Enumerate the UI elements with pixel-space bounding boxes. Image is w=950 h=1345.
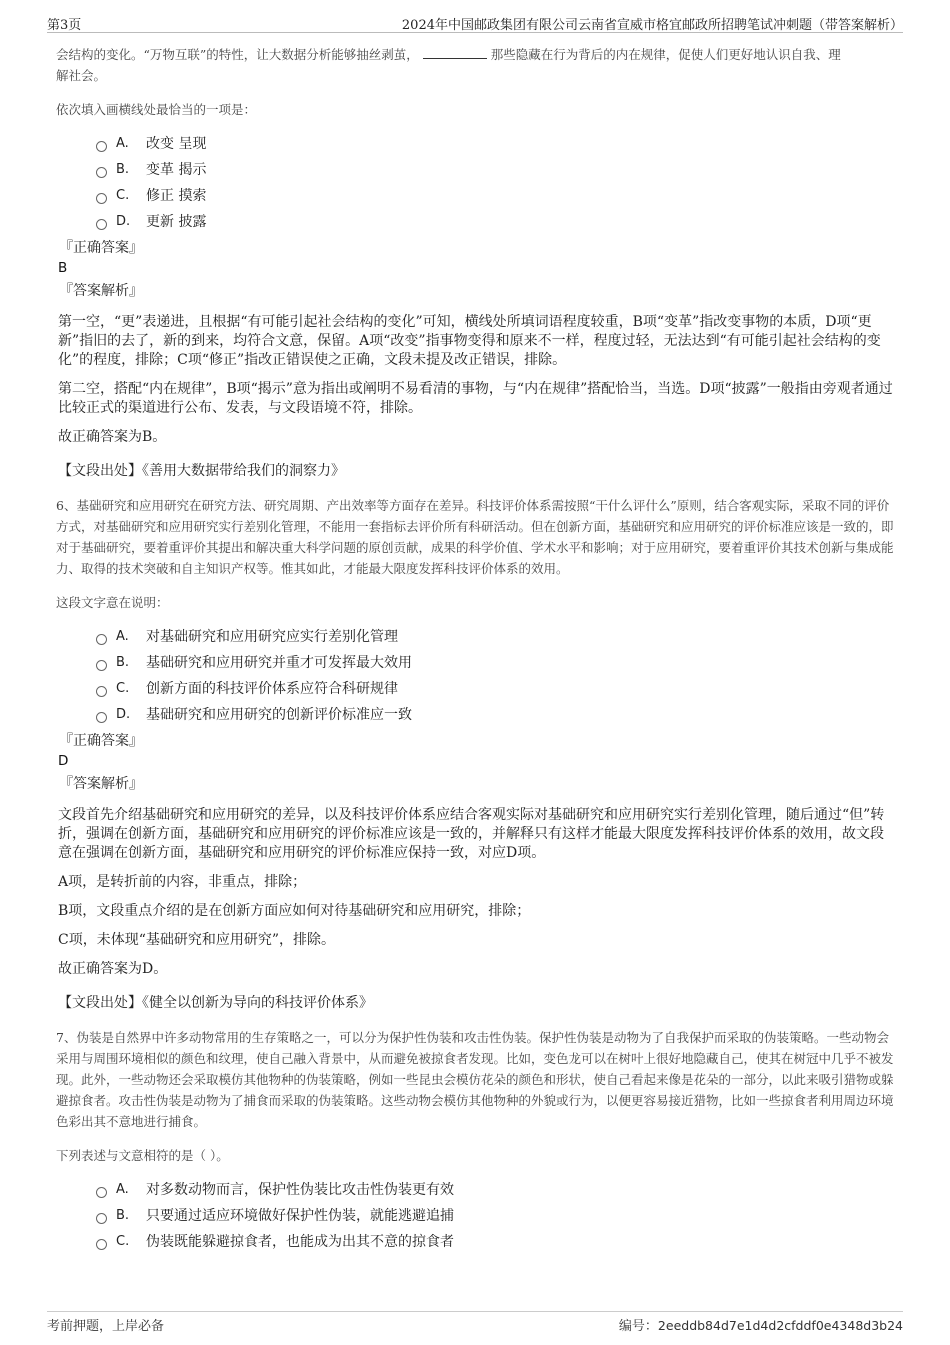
radio-icon[interactable] [96, 712, 107, 723]
option-text: 只要通过适应环境做好保护性伪装，就能逃避追捕 [146, 1208, 454, 1224]
question-5 [56, 44, 896, 481]
radio-icon[interactable] [96, 686, 107, 697]
option-letter: A. [116, 135, 129, 151]
analysis-paragraph: 第二空，搭配“内在规律”，B项“揭示”意为指出或阐明不易看清的事物，与“内在规律”搭配恰当，当选。D项“披露”一般指由旁观者通过比较正式的渠道进行公布、发表，与文段语境不符，排除。 [58, 381, 893, 416]
option-letter: A. [116, 1181, 129, 1197]
code-label: 编号： [618, 1319, 658, 1334]
footer-slogan: 考前押题，上岸必备 [47, 1319, 165, 1334]
analysis-paragraph: 文段首先介绍基础研究和应用研究的差异，以及科技评价体系应结合客观实际对基础研究和应用研究实行差别化管理，随后通过“但”转折，强调在创新方面，基础研究和应用研究的评价标准应该是一致的，并解释只有这样才能最大限度发挥科技评价体系的效用，故文段意在强调在创新方面，基础研究和应用研究的评价标准应保持一致，对应D项。 [58, 807, 885, 861]
option-d[interactable] [96, 701, 896, 727]
question-7 [56, 1027, 896, 1254]
option-b[interactable] [96, 649, 896, 675]
question-stem: 6、基础研究和应用研究在研究方法、研究周期、产出效率等方面存在差异。科技评价体系需按照“干什么评什么”原则，结合客观实际，采取不同的评价方式，对基础研究和应用研究实行差别化管理，不能用一套指标去评价所有科研活动。但在创新方面，基础研究和应用研究的评价标准应该是一致的，即对于基础研究，要着重评价其提出和解决重大科学问题的原创贡献，成果的科学价值、学术水平和影响；对于应用研究，要着重评价其技术创新与集成能力、取得的技术突破和自主知识产权等。惟其如此，才能最大限度发挥科技评价体系的效用。 [56, 498, 894, 576]
option-letter: B. [116, 161, 130, 177]
source-citation: 【文段出处】《健全以创新为导向的科技评价体系》 [58, 995, 373, 1011]
option-a[interactable] [96, 623, 896, 649]
option-letter: C. [116, 680, 130, 696]
analysis-label: 『答案解析』 [59, 283, 143, 299]
option-list [96, 623, 896, 727]
option-text: 改变 呈现 [146, 136, 207, 152]
page-number: 第3页 [47, 18, 82, 33]
option-letter: C. [116, 187, 130, 203]
stem-text: 解社会。 [56, 68, 107, 83]
option-letter: D. [116, 213, 131, 229]
question-6 [56, 495, 896, 1013]
question-prompt: 这段文字意在说明： [56, 595, 169, 610]
option-c[interactable] [96, 675, 896, 701]
page-footer [47, 1311, 903, 1334]
option-text: 伪装既能躲避掠食者，也能成为出其不意的掠食者 [146, 1234, 454, 1250]
question-stem: 7、伪装是自然界中许多动物常用的生存策略之一，可以分为保护性伪装和攻击性伪装。保护性伪装是动物为了自我保护而采取的伪装策略。一些动物会采用与周围环境相似的颜色和纹理，使自己融入背景中，从而避免被掠食者发现。比如，变色龙可以在树叶上很好地隐藏自己，使其在树冠中几乎不被发现。此外，一些动物还会采取模仿其他物种的伪装策略，例如一些昆虫会模仿花朵的颜色和形状，使自己看起来像是花朵的一部分，以此来吸引猎物或躲避掠食者。攻击性伪装是动物为了捕食而采取的伪装策略。这些动物会模仿其他物种的外貌或行为，以便更容易接近猎物，比如一些掠食者利用周边环境色彩出其不意地进行捕食。 [56, 1030, 894, 1129]
option-a[interactable] [96, 130, 896, 156]
fill-blank [423, 46, 487, 59]
correct-answer: B [58, 260, 68, 276]
document-code [619, 1315, 903, 1334]
analysis-paragraph: B项，文段重点介绍的是在创新方面应如何对待基础研究和应用研究，排除； [58, 903, 531, 919]
option-text: 变革 揭示 [146, 162, 207, 178]
document-title: 2024年中国邮政集团有限公司云南省宣威市格宜邮政所招聘笔试冲刺题（带答案解析） [401, 18, 903, 33]
option-list [96, 1176, 896, 1254]
question-prompt: 依次填入画横线处最恰当的一项是： [56, 102, 257, 117]
option-b[interactable] [96, 156, 896, 182]
stem-text: 会结构的变化。“万物互联”的特性，让大数据分析能够抽丝剥茧， [56, 47, 419, 62]
option-text: 创新方面的科技评价体系应符合科研规律 [146, 681, 398, 697]
option-letter: B. [116, 1207, 130, 1223]
analysis-label: 『答案解析』 [59, 776, 143, 792]
question-stem [56, 44, 896, 86]
radio-icon[interactable] [96, 1239, 107, 1250]
option-letter: C. [116, 1233, 130, 1249]
analysis-conclusion: 故正确答案为D。 [58, 961, 168, 977]
source-citation: 【文段出处】《善用大数据带给我们的洞察力》 [58, 463, 345, 479]
content [56, 44, 896, 1254]
option-b[interactable] [96, 1202, 896, 1228]
option-a[interactable] [96, 1176, 896, 1202]
radio-icon[interactable] [96, 141, 107, 152]
analysis-paragraph: 第一空，“更”表递进，且根据“有可能引起社会结构的变化”可知，横线处所填词语程度较重，B项“变革”指改变事物的本质，D项“更新”指旧的去了，新的到来，均符合文意，保留。A项“改变”指事物变得和原来不一样，程度过轻，无法达到“有可能引起社会结构的变化”的程度，排除；C项“修正”指改正错误使之正确，文段未提及改正错误，排除。 [58, 314, 881, 368]
analysis-paragraph: C项，未体现“基础研究和应用研究”，排除。 [58, 932, 336, 948]
spacer [56, 1013, 896, 1027]
radio-icon[interactable] [96, 660, 107, 671]
option-c[interactable] [96, 1228, 896, 1254]
answer-label: 『正确答案』 [59, 733, 143, 749]
analysis-paragraph: A项，是转折前的内容，非重点，排除； [58, 874, 307, 890]
radio-icon[interactable] [96, 219, 107, 230]
answer-label: 『正确答案』 [59, 240, 143, 256]
page-header [47, 12, 903, 33]
analysis-conclusion: 故正确答案为B。 [58, 429, 167, 445]
radio-icon[interactable] [96, 634, 107, 645]
option-text: 基础研究和应用研究的创新评价标准应一致 [146, 707, 412, 723]
option-list [96, 130, 896, 234]
code-value: 2eeddb84d7e1d4d2cfddf0e4348d3b24 [657, 1318, 903, 1333]
option-letter: A. [116, 628, 129, 644]
question-prompt: 下列表述与文意相符的是（ ）。 [56, 1148, 229, 1163]
option-d[interactable] [96, 208, 896, 234]
option-letter: D. [116, 706, 131, 722]
option-text: 对多数动物而言，保护性伪装比攻击性伪装更有效 [146, 1182, 454, 1198]
option-c[interactable] [96, 182, 896, 208]
option-letter: B. [116, 654, 130, 670]
spacer [56, 481, 896, 495]
option-text: 更新 披露 [146, 214, 207, 230]
radio-icon[interactable] [96, 1213, 107, 1224]
stem-text: 那些隐藏在行为背后的内在规律，促使人们更好地认识自我、理 [490, 47, 841, 62]
radio-icon[interactable] [96, 193, 107, 204]
correct-answer: D [58, 753, 69, 769]
option-text: 基础研究和应用研究并重才可发挥最大效用 [146, 655, 412, 671]
option-text: 修正 摸索 [146, 188, 207, 204]
radio-icon[interactable] [96, 167, 107, 178]
radio-icon[interactable] [96, 1187, 107, 1198]
option-text: 对基础研究和应用研究应实行差别化管理 [146, 629, 398, 645]
